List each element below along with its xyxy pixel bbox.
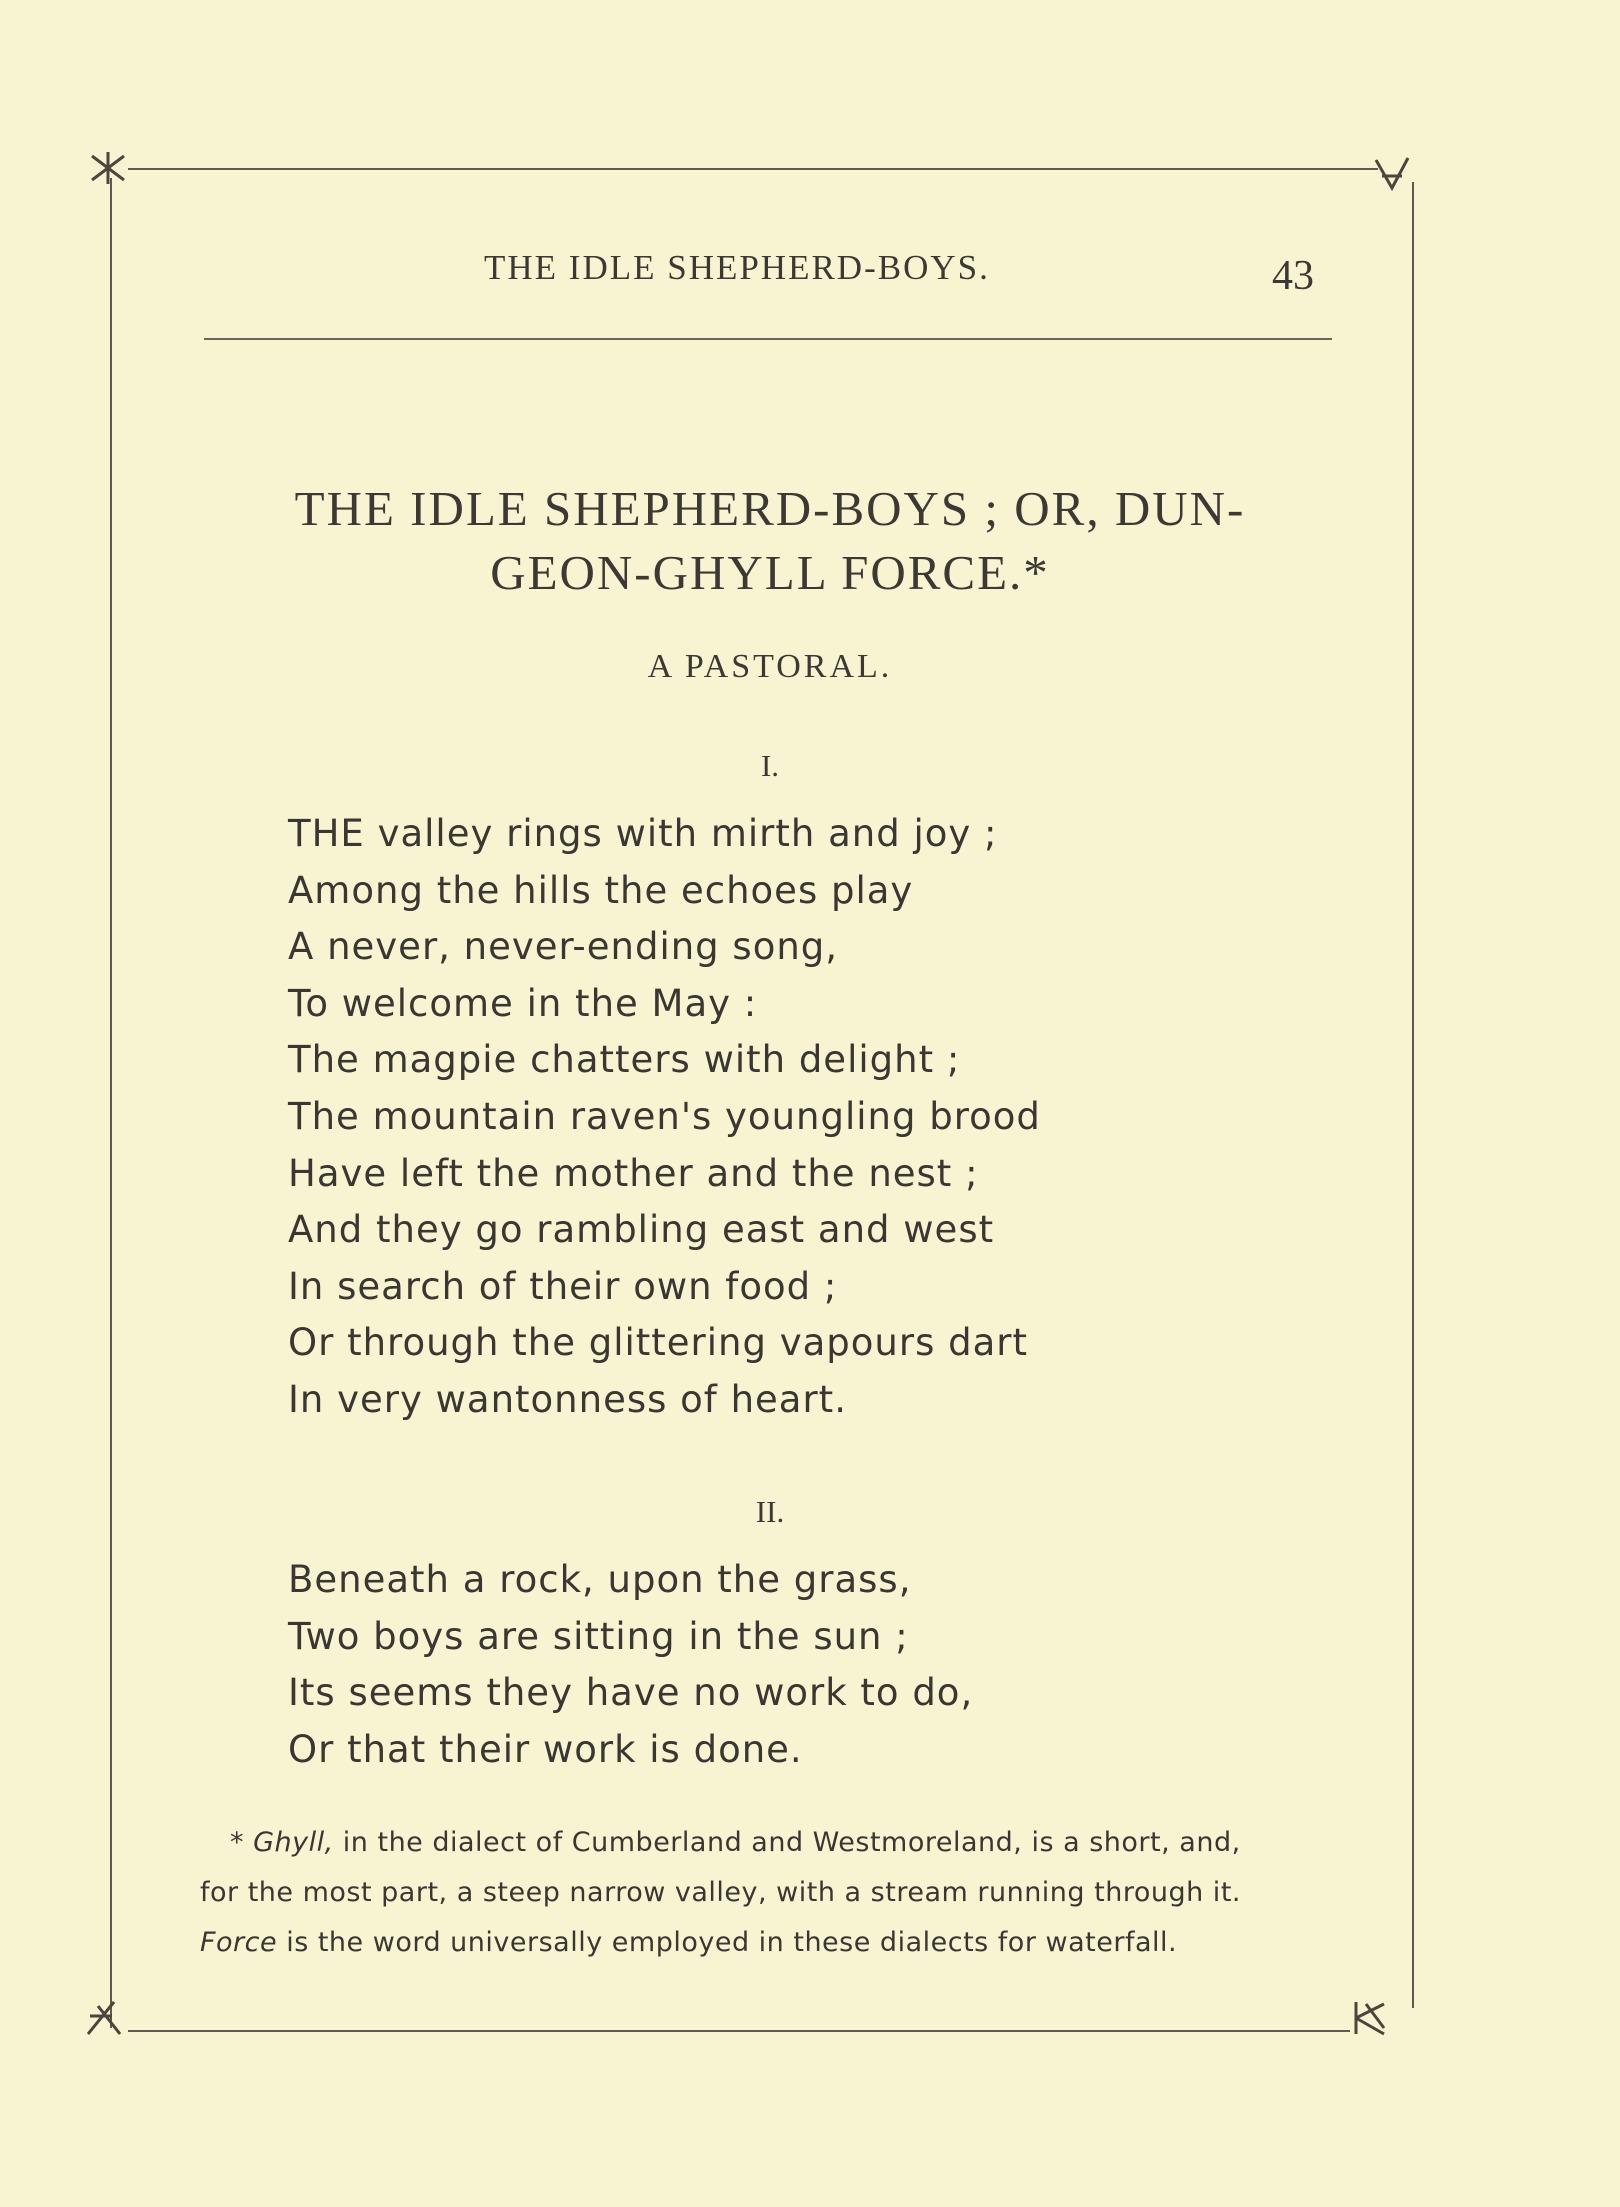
- poem-title-line-2: GEON-GHYLL FORCE.*: [490, 545, 1050, 600]
- corner-ornament-top-right: [1372, 154, 1412, 194]
- corner-ornament-bottom-left: [84, 1998, 124, 2038]
- footnote-text-3: is the word universally employed in these dialects for waterfall.: [277, 1927, 1178, 1958]
- verse-line: In search of their own food ;: [288, 1264, 838, 1308]
- corner-ornament-bottom-right: [1350, 1998, 1390, 2038]
- verse-line: The mountain raven's youngling brood: [288, 1094, 1041, 1138]
- page-number: 43: [1272, 253, 1314, 299]
- verse-line: The magpie chatters with delight ;: [288, 1038, 961, 1082]
- verse-line: And they go rambling east and west: [288, 1208, 995, 1252]
- verse-line: Beneath a rock, upon the grass,: [288, 1558, 912, 1601]
- corner-ornament-top-left: [88, 148, 128, 188]
- verse-line: Or through the glittering vapours dart: [288, 1321, 1029, 1365]
- verse-line: In very wantonness of heart.: [288, 1377, 847, 1421]
- verse-line: Or that their work is done.: [288, 1727, 803, 1771]
- frame-bottom-border: [128, 2030, 1350, 2032]
- poem-subtitle: A PASTORAL.: [647, 648, 893, 685]
- header-rule: [204, 338, 1332, 340]
- footnote-term-force: Force: [200, 1927, 278, 1958]
- stanza-number-1: I.: [760, 748, 780, 783]
- verse-line: Have left the mother and the nest ;: [288, 1151, 979, 1195]
- footnote-line-1: [200, 1818, 1340, 1868]
- footnote-term-ghyll: Ghyll,: [253, 1827, 334, 1858]
- verse-line: Its seems they have no work to do,: [288, 1671, 974, 1715]
- footnote-line-2: for the most part, a steep narrow valley, with a stream running through it.: [200, 1877, 1241, 1908]
- stanza-2: [288, 1552, 973, 1778]
- poem-title-line-1: THE IDLE SHEPHERD-BOYS ; OR, DUN-: [294, 481, 1246, 536]
- footnote: [200, 1818, 1340, 1968]
- footnote-text-1: in the dialect of Cumberland and Westmoreland, is a short, and,: [333, 1827, 1241, 1858]
- stanza-number-2: II.: [755, 1494, 785, 1529]
- verse-line: A never, never-ending song,: [288, 925, 839, 969]
- frame-top-border: [128, 168, 1378, 170]
- footnote-mark: *: [230, 1827, 244, 1858]
- running-head: THE IDLE SHEPHERD-BOYS.: [484, 248, 990, 287]
- verse-line: THE valley rings with mirth and joy ;: [288, 812, 998, 855]
- frame-left-border: [110, 178, 112, 2028]
- frame-right-border: [1412, 182, 1414, 2008]
- verse-line: Two boys are sitting in the sun ;: [288, 1614, 909, 1658]
- verse-line: To welcome in the May :: [288, 981, 758, 1025]
- footnote-line-3: [200, 1918, 1340, 1968]
- stanza-1: [288, 806, 1041, 1429]
- verse-line: Among the hills the echoes play: [288, 868, 914, 912]
